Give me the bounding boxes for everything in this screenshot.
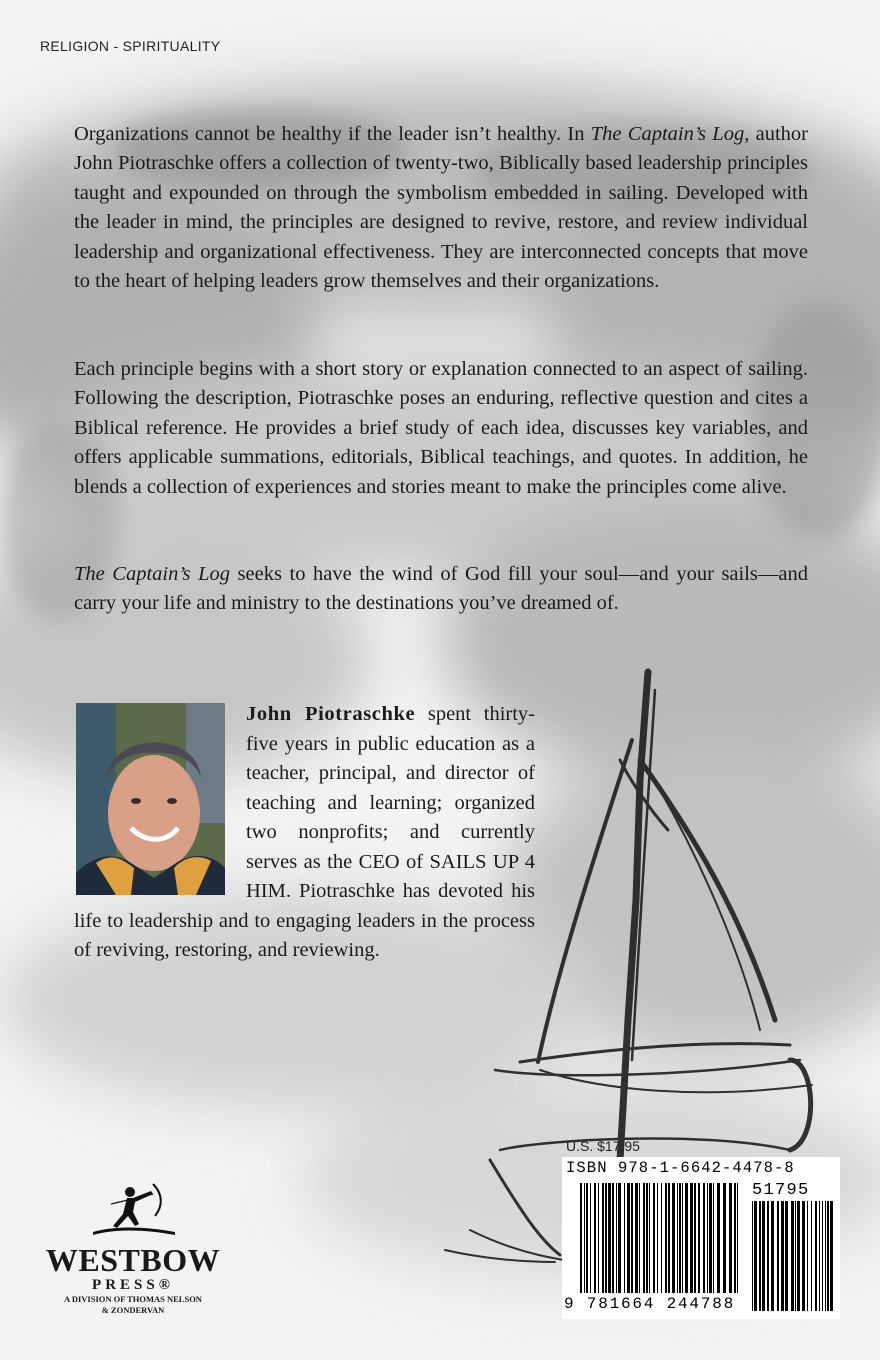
barcode-bar (672, 1183, 675, 1293)
barcode-bar (594, 1183, 596, 1293)
barcode-bar (729, 1183, 732, 1293)
barcode-bar (827, 1201, 829, 1311)
barcode-bar (624, 1183, 625, 1293)
barcode-bar (752, 1201, 753, 1311)
barcode-bar (717, 1183, 720, 1293)
barcode-bar (612, 1183, 614, 1293)
barcode-bar (584, 1183, 585, 1293)
barcode-bar (754, 1201, 757, 1311)
barcode-bar (797, 1201, 800, 1311)
barcode-bar (723, 1183, 726, 1293)
barcode-bar (781, 1201, 784, 1311)
barcode-bar (598, 1183, 599, 1293)
price-label: U.S. $17.95 (566, 1138, 640, 1154)
blurb-paragraph-2: Each principle begins with a short story or explanation connected to an aspect of sailing. Following the description, Piotraschke poses an enduring, reflective question and cites a Biblical reference. He provides a brief study of each idea, discusses key variables, and offers applicable summations, editorials, Biblical teachings, and quotes. In addition, he blends a collection of experiences and stories meant to make the principles come alive. (74, 358, 808, 498)
author-bio-text: spent thirty-five years in public education as a teacher, principal, and director of teaching and learning; organized two nonprofits; and currently serves as the CEO of SAILS UP 4 HIM. Piotraschke has devoted his life to leadership and to engaging leaders in the process of reviving, restoring, and reviewing. (74, 703, 536, 961)
publisher-press: PRESS® (92, 1277, 174, 1293)
author-bio (74, 700, 535, 966)
barcode-bar (602, 1183, 604, 1293)
barcode-bar (590, 1183, 591, 1293)
barcode-bar (791, 1201, 794, 1311)
barcode-bar (679, 1183, 681, 1293)
barcode-bar (657, 1183, 658, 1293)
barcode-bar (605, 1183, 607, 1293)
barcode-bar (734, 1183, 736, 1293)
barcode-bar (616, 1183, 617, 1293)
barcode-bar (767, 1201, 769, 1311)
barcode-bar (795, 1201, 796, 1311)
barcode-bar (631, 1183, 633, 1293)
barcode-bar (785, 1201, 788, 1311)
barcode-bar (811, 1201, 812, 1311)
publisher-division-2: & ZONDERVAN (101, 1305, 165, 1315)
publisher-name: WESTBOW (45, 1242, 221, 1278)
ean-digits: 9 781664 244788 (564, 1295, 736, 1313)
barcode-bar (653, 1183, 655, 1293)
isbn-text: ISBN 978-1-6642-4478-8 (566, 1159, 795, 1177)
barcode-bar (694, 1183, 696, 1293)
barcode-bar (608, 1183, 611, 1293)
book-title: The Captain’s Log, (590, 123, 750, 145)
barcode-bar (759, 1201, 761, 1311)
blurb-paragraph-1 (74, 120, 808, 296)
barcode-bar (690, 1183, 693, 1293)
barcode-bar (703, 1183, 705, 1293)
publisher-logo (38, 1180, 228, 1330)
barcode-bar (665, 1183, 667, 1293)
book-title: The Captain’s Log (74, 563, 230, 585)
barcode-bar (807, 1201, 808, 1311)
barcode-bar (713, 1183, 714, 1293)
barcode-bar (737, 1183, 738, 1293)
barcode-bar (819, 1201, 820, 1311)
barcode-bar (627, 1183, 630, 1293)
blurb-paragraph-3 (74, 560, 808, 619)
barcode-bar (586, 1183, 588, 1293)
barcode-bar (643, 1183, 645, 1293)
barcode-bar (822, 1201, 823, 1311)
barcode-bar (685, 1183, 688, 1293)
publisher-division-1: A DIVISION OF THOMAS NELSON (64, 1294, 202, 1304)
barcode-bar (709, 1183, 712, 1293)
blurb-p3-body: seeks to have the wind of God fill your soul—and your sails—and carry your life and ministry to the destinations you’ve dreamed of. (74, 563, 808, 615)
blurb-p1-body: author John Piotraschke offers a collection of twenty-two, Biblically based leadership principles taught and expounded on through the symbolism embedded in sailing. Developed with the leader in mind, the principles are designed to revive, restore, and review individual leadership and organizational effectiveness. They are interconnected concepts that move to the heart of helping leaders grow themselves and their organizations. (74, 123, 808, 293)
barcode-bar (707, 1183, 708, 1293)
barcode-bar (646, 1183, 648, 1293)
barcode-bar (661, 1183, 662, 1293)
barcode-bar (580, 1183, 582, 1293)
author-name: John Piotraschke (246, 703, 416, 725)
barcode-bar (618, 1183, 621, 1293)
price-addon-code: 51795 (752, 1181, 810, 1200)
barcode-bar (639, 1183, 640, 1293)
barcode-bar (777, 1201, 779, 1311)
blurb-p1-intro: Organizations cannot be healthy if the leader isn’t healthy. In (74, 123, 591, 145)
barcode-bar (649, 1183, 650, 1293)
barcode-bar (682, 1183, 683, 1293)
barcode-bar (802, 1201, 805, 1311)
isbn-barcode (562, 1157, 840, 1319)
barcode-bar (830, 1201, 833, 1311)
barcode-bar (677, 1183, 678, 1293)
archer-icon (83, 1180, 183, 1242)
barcode-bar (771, 1201, 774, 1311)
barcode-bar (698, 1183, 700, 1293)
category-label: RELIGION - SPIRITUALITY (40, 38, 221, 54)
barcode-bar (815, 1201, 817, 1311)
barcode-bar (635, 1183, 638, 1293)
barcode-bar (825, 1201, 826, 1311)
barcode-bar (762, 1201, 765, 1311)
barcode-bar (668, 1183, 670, 1293)
